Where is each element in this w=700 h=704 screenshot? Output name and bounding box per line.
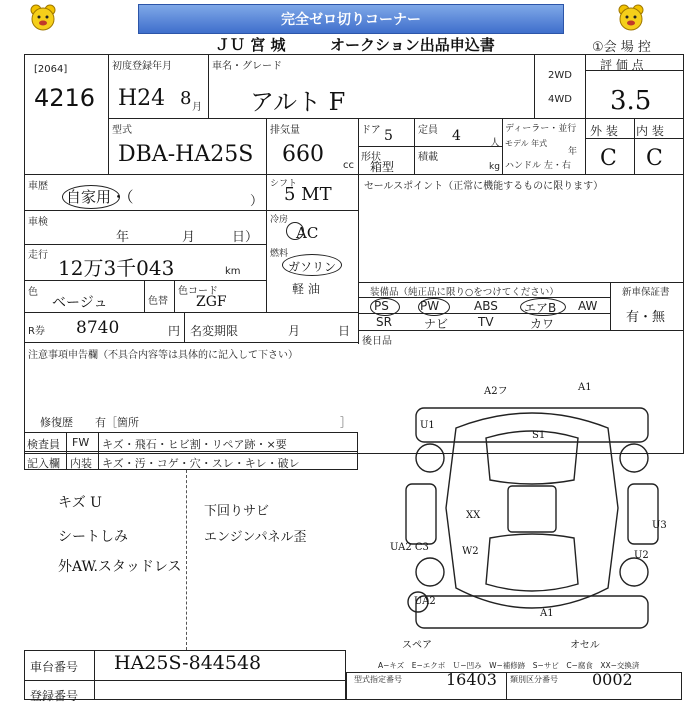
repair-close: ］ <box>340 416 351 429</box>
usage-value: 自家用・（ <box>66 188 134 206</box>
recycle-label: R券 <box>28 326 45 337</box>
load-unit: kg <box>489 162 500 172</box>
model-value: DBA-HA25S <box>118 142 254 167</box>
chassis-value: HA25S-844548 <box>114 652 262 674</box>
equipment-circle <box>520 298 566 316</box>
exterior-grade: C <box>600 146 617 171</box>
class-value: 0002 <box>592 670 633 689</box>
inspection-label: 車検 <box>28 217 48 228</box>
equipment-item: AW <box>578 299 598 313</box>
model-label: 型式 <box>112 125 132 136</box>
capacity-label: 定員 <box>418 125 438 136</box>
fw-head: FW <box>72 436 90 449</box>
mileage-label: 走行 <box>28 250 48 261</box>
repair-history: 修復歴 有［箇所 <box>40 416 139 429</box>
inspection-month: 月 <box>182 230 196 245</box>
name-change-month: 月 <box>288 324 301 338</box>
fuel-diesel: 軽 油 <box>292 282 320 296</box>
auction-house: ＪＵ 宮 城 <box>215 36 286 54</box>
lot-code: [2064] <box>34 64 68 75</box>
note-left: キズ U <box>58 495 102 511</box>
diagram-mark-sore: オセル <box>570 640 600 651</box>
notice-label: 注意事項申告欄（不具合内容等は具体的に記入して下さい） <box>28 350 298 361</box>
equipment-label: 装備品（純正品に限り○をつけてください） <box>370 287 559 298</box>
drive-2wd: 2WD <box>548 70 572 81</box>
note-right: エンジンパネル歪 <box>204 530 307 545</box>
color-change-label: 色替 <box>148 296 168 307</box>
registration-year: H24 <box>118 86 166 111</box>
recycle-value: 8740 <box>76 318 120 338</box>
equipment-item: TV <box>478 315 494 329</box>
auction-label: オークション出品申込書 <box>330 36 495 54</box>
diagram-mark-u3: U3 <box>652 520 667 531</box>
banner-title: 完全ゼロ切りコーナー <box>138 4 564 34</box>
car-name-label: 車名・グレード <box>212 61 282 72</box>
usage-label: 車歴 <box>28 181 48 192</box>
equipment-item: PS <box>374 299 389 313</box>
diagram-mark-w2: W2 <box>462 546 479 557</box>
displacement-unit: cc <box>343 160 354 171</box>
exterior-label: 外 装 <box>590 124 618 138</box>
color-code-value: ZGF <box>196 294 227 310</box>
note-right: 下回りサビ <box>204 504 270 519</box>
usage-circle <box>62 185 120 209</box>
warranty-value: 有・無 <box>626 310 666 325</box>
diagram-mark-u2: U2 <box>634 550 649 561</box>
model-year-label: モデル 年式 <box>505 139 548 148</box>
diagram-mark-s1: S1 <box>532 430 546 441</box>
inspector-label-1: 検査員 <box>27 438 60 451</box>
color-label: 色 <box>28 287 38 298</box>
doors-label: ドア <box>361 125 381 136</box>
new-warranty-label: 新車保証書 <box>622 287 670 298</box>
diagram-mark-a2w: A2フ <box>484 386 508 397</box>
shift-label: シフト <box>270 179 298 189</box>
ac-circle <box>286 222 304 240</box>
mileage-value: 12万3千043 <box>58 256 175 280</box>
registration-month: 8 <box>180 88 192 109</box>
name-change-label: 名変期限 <box>190 324 239 338</box>
lot-number: 4216 <box>34 84 96 112</box>
bear-mascot-left-icon <box>28 4 58 32</box>
ac-label: 冷房 <box>270 215 289 225</box>
designation-label: 型式指定番号 <box>354 675 402 684</box>
equipment-circle <box>370 298 400 316</box>
note-left: 外AW.スタッドレス <box>58 559 182 575</box>
displacement-value: 660 <box>282 142 324 167</box>
displacement-label: 排気量 <box>270 125 300 136</box>
recycle-unit: 円 <box>168 324 181 338</box>
registration-no-label: 登録番号 <box>30 689 79 703</box>
designation-value: 16403 <box>446 670 497 689</box>
capacity-unit: 人 <box>490 138 500 149</box>
shape-value: 箱型 <box>370 160 395 174</box>
diagram-mark-a1-top: A1 <box>578 382 592 393</box>
dealer-label: ディーラー・並行 <box>505 124 577 134</box>
interior-label: 内 装 <box>636 124 664 138</box>
year-suffix: 年 <box>568 147 578 157</box>
mileage-unit: km <box>225 266 241 277</box>
diagram-mark-ua2c3: UA2 C3 <box>390 542 429 553</box>
diagram-mark-a1-front: A1 <box>540 608 554 619</box>
damage-legend: A−キズ E−エクボ Ｕ−凹み W−補修跡 S−サビ C−腐食 XX−交換済 <box>378 661 640 670</box>
fw-items: キズ・飛石・ヒビ割・リペア跡・×要 <box>102 438 287 451</box>
inspection-day: 日） <box>232 230 259 245</box>
diagram-mark-xx: XX <box>466 510 481 521</box>
interior-head: 内装 <box>70 457 92 470</box>
venue-copy-label: ①会 場 控 <box>592 40 651 55</box>
equipment-item: SR <box>376 315 392 329</box>
equipment-item: カワ <box>530 317 555 331</box>
capacity-value: 4 <box>452 128 461 144</box>
shape-label: 形状 <box>361 152 381 163</box>
evaluation-label: 評 価 点 <box>600 58 644 72</box>
diagram-mark-spare: スペア <box>402 640 432 651</box>
equipment-item: エアB <box>524 301 557 315</box>
car-damage-diagram <box>396 388 668 650</box>
after-fit-label: 後日品 <box>362 336 392 347</box>
interior-grade: C <box>646 146 663 171</box>
color-value: ベージュ <box>52 295 108 311</box>
registration-month-unit: 月 <box>192 102 202 113</box>
name-change-day: 日 <box>338 324 351 338</box>
fuel-gasoline: ガソリン <box>288 260 337 274</box>
class-label: 類別区分番号 <box>510 675 558 684</box>
doors-value: 5 <box>384 128 393 144</box>
handle-label: ハンドル 左・右 <box>505 161 571 171</box>
diagram-mark-u1: U1 <box>420 420 435 431</box>
diagram-mark-ua2: UA2 <box>414 596 436 607</box>
usage-close: ） <box>250 194 264 209</box>
shift-value: 5 MT <box>284 184 332 205</box>
interior-items: キズ・汚・コゲ・穴・スレ・キレ・破レ <box>102 457 300 470</box>
ac-value: AC <box>296 224 319 242</box>
inspector-label-2: 記入欄 <box>27 457 60 470</box>
equipment-item: ナビ <box>424 317 449 331</box>
chassis-label: 車台番号 <box>30 660 79 674</box>
equipment-item: ABS <box>474 299 498 313</box>
equipment-item: PW <box>420 299 440 313</box>
drive-4wd: 4WD <box>548 94 572 105</box>
registration-label: 初度登録年月 <box>112 61 172 72</box>
bear-mascot-right-icon <box>616 4 646 32</box>
inspection-year: 年 <box>116 230 130 245</box>
note-left: シートしみ <box>58 529 128 545</box>
load-label: 積載 <box>418 152 438 163</box>
fuel-label: 燃料 <box>270 249 289 259</box>
equipment-circle <box>418 298 450 316</box>
sales-point-label: セールスポイント（正常に機能するものに限ります） <box>364 181 604 192</box>
gasoline-circle <box>282 254 342 276</box>
color-code-label: 色コード <box>178 286 218 297</box>
car-name-value: アルト F <box>250 88 346 116</box>
evaluation-score: 3.5 <box>610 86 652 116</box>
